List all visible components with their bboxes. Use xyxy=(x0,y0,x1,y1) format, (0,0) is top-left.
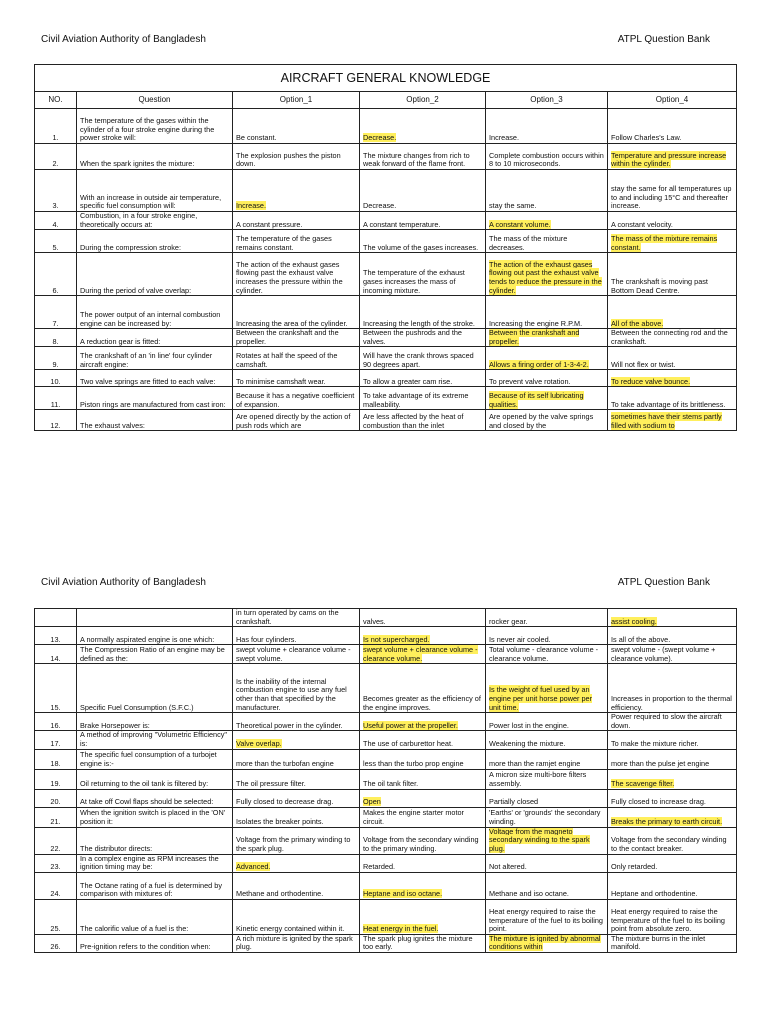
option-3: Not altered. xyxy=(486,854,608,872)
option-1: Methane and orthodentine. xyxy=(233,872,360,899)
question-number: 21. xyxy=(35,807,77,827)
option-2: Becomes greater as the efficiency of the engine improves. xyxy=(360,664,486,713)
table-row xyxy=(35,329,737,347)
option-3 xyxy=(486,934,608,952)
section-title: AIRCRAFT GENERAL KNOWLEDGE xyxy=(35,65,737,92)
option-4: Follow Charles's Law. xyxy=(608,109,737,144)
option-3: Power lost in the engine. xyxy=(486,713,608,731)
answer-highlight: Is the weight of fuel used by an engine per unit horse power per unit time. xyxy=(489,685,593,712)
question-number: 6. xyxy=(35,253,77,296)
option-3 xyxy=(486,347,608,370)
option-1 xyxy=(233,731,360,749)
answer-highlight: Advanced. xyxy=(236,862,271,872)
table-row xyxy=(35,749,737,769)
answer-highlight: To reduce valve bounce. xyxy=(611,376,691,386)
option-4: The mixture burns in the inlet manifold. xyxy=(608,934,737,952)
table-row xyxy=(35,645,737,664)
option-3: Methane and iso octane. xyxy=(486,872,608,899)
table-row xyxy=(35,370,737,387)
table-row xyxy=(35,347,737,370)
table-row xyxy=(35,387,737,410)
question-number: 24. xyxy=(35,872,77,899)
question-number: 9. xyxy=(35,347,77,370)
answer-highlight: The mixture is ignited by abnormal conditions within xyxy=(489,934,601,952)
option-2: Between the pushrods and the valves. xyxy=(360,329,486,347)
option-3: Weakening the mixture. xyxy=(486,731,608,749)
option-3: A micron size multi-bore filters assembly. xyxy=(486,769,608,789)
table-row xyxy=(35,170,737,212)
option-2: valves. xyxy=(360,609,486,627)
question-number: 10. xyxy=(35,370,77,387)
question-number: 7. xyxy=(35,296,77,329)
option-3: Heat energy required to raise the temperature of the fuel to its boiling point. xyxy=(486,899,608,934)
header-bank-title: ATPL Question Bank xyxy=(617,577,710,588)
option-3: Partially closed xyxy=(486,789,608,807)
option-3: The mass of the mixture decreases. xyxy=(486,230,608,253)
option-2: Increasing the length of the stroke. xyxy=(360,296,486,329)
option-3: Total volume - clearance volume - clearance volume. xyxy=(486,645,608,664)
option-1: Rotates at half the speed of the camshaft. xyxy=(233,347,360,370)
answer-highlight: assist cooling. xyxy=(611,616,657,626)
table-row xyxy=(35,296,737,329)
page-header-1 xyxy=(0,34,768,54)
option-2: A constant temperature. xyxy=(360,212,486,230)
question-text: The specific fuel consumption of a turbojet engine is:- xyxy=(77,749,233,769)
option-4 xyxy=(608,230,737,253)
option-1: Voltage from the primary winding to the spark plug. xyxy=(233,827,360,854)
question-number: 19. xyxy=(35,769,77,789)
option-4: stay the same for all temperatures up to and including 15°C and thereafter increase. xyxy=(608,170,737,212)
question-text: The temperature of the gases within the cylinder of a four stroke engine during the power stroke will: xyxy=(77,109,233,144)
question-number: 13. xyxy=(35,627,77,645)
question-number: 5. xyxy=(35,230,77,253)
option-2 xyxy=(360,645,486,664)
option-2: Will have the crank throws spaced 90 degrees apart. xyxy=(360,347,486,370)
table-row xyxy=(35,807,737,827)
col-header-option-3: Option_3 xyxy=(486,92,608,109)
answer-highlight: A constant volume. xyxy=(489,219,551,229)
question-text: The calorific value of a fuel is the: xyxy=(77,899,233,934)
answer-highlight: Is not supercharged. xyxy=(363,634,430,644)
option-1: in turn operated by cams on the crankshaft. xyxy=(233,609,360,627)
question-number: 25. xyxy=(35,899,77,934)
option-1: Be constant. xyxy=(233,109,360,144)
option-1: Fully closed to decrease drag. xyxy=(233,789,360,807)
question-number: 26. xyxy=(35,934,77,952)
question-text: During the compression stroke: xyxy=(77,230,233,253)
option-1: Because it has a negative coefficient of expansion. xyxy=(233,387,360,410)
option-1: Isolates the breaker points. xyxy=(233,807,360,827)
option-3: stay the same. xyxy=(486,170,608,212)
option-2: The temperature of the exhaust gases increases the mass of incoming mixture. xyxy=(360,253,486,296)
option-3: Is never air cooled. xyxy=(486,627,608,645)
option-2: Makes the engine starter motor circuit. xyxy=(360,807,486,827)
option-1: Kinetic energy contained within it. xyxy=(233,899,360,934)
option-2: less than the turbo prop engine xyxy=(360,749,486,769)
question-text: When the ignition switch is placed in the 'ON' position it: xyxy=(77,807,233,827)
option-1: Has four cylinders. xyxy=(233,627,360,645)
answer-highlight: Allows a firing order of 1-3-4-2. xyxy=(489,359,589,369)
option-3 xyxy=(486,253,608,296)
option-4 xyxy=(608,144,737,170)
answer-highlight: Valve overlap. xyxy=(236,738,282,748)
option-1: The temperature of the gases remains constant. xyxy=(233,230,360,253)
option-2: The oil tank filter. xyxy=(360,769,486,789)
question-text: Pre-ignition refers to the condition when: xyxy=(77,934,233,952)
option-4: Heat energy required to raise the temperature of the fuel to its boiling point from absolute zero. xyxy=(608,899,737,934)
option-1 xyxy=(233,170,360,212)
question-number: 15. xyxy=(35,664,77,713)
question-text: Piston rings are manufactured from cast iron: xyxy=(77,387,233,410)
question-table-page-1 xyxy=(34,64,737,431)
question-text xyxy=(77,609,233,627)
option-4: Voltage from the secondary winding to the contact breaker. xyxy=(608,827,737,854)
question-text: At take off Cowl flaps should be selected: xyxy=(77,789,233,807)
col-header-option-1: Option_1 xyxy=(233,92,360,109)
option-4 xyxy=(608,769,737,789)
table-row xyxy=(35,872,737,899)
table-row xyxy=(35,713,737,731)
answer-highlight: Heat energy in the fuel. xyxy=(363,924,439,934)
option-4 xyxy=(608,370,737,387)
question-text: The Octane rating of a fuel is determined by comparison with mixtures of: xyxy=(77,872,233,899)
option-3 xyxy=(486,212,608,230)
table-row xyxy=(35,627,737,645)
question-text: When the spark ignites the mixture: xyxy=(77,144,233,170)
header-bank-title: ATPL Question Bank xyxy=(617,34,710,45)
option-1: The explosion pushes the piston down. xyxy=(233,144,360,170)
answer-highlight: Heptane and iso octane. xyxy=(363,889,443,899)
question-text: A method of improving "Volumetric Efficiency" is: xyxy=(77,731,233,749)
table-row xyxy=(35,230,737,253)
question-text: The exhaust valves: xyxy=(77,410,233,431)
col-header-option-4: Option_4 xyxy=(608,92,737,109)
option-2 xyxy=(360,109,486,144)
option-4: Increases in proportion to the thermal efficiency. xyxy=(608,664,737,713)
question-number: 22. xyxy=(35,827,77,854)
answer-highlight: swept volume + clearance volume - clearance volume. xyxy=(363,645,478,663)
question-text: Combustion, in a four stroke engine, theoretically occurs at: xyxy=(77,212,233,230)
option-1: Increasing the area of the cylinder. xyxy=(233,296,360,329)
option-4: Between the connecting rod and the crankshaft. xyxy=(608,329,737,347)
option-3: Increase. xyxy=(486,109,608,144)
option-4 xyxy=(608,807,737,827)
answer-highlight: Temperature and pressure increase within the cylinder. xyxy=(611,150,727,169)
option-1: To minimise camshaft wear. xyxy=(233,370,360,387)
question-number: 23. xyxy=(35,854,77,872)
answer-highlight: The action of the exhaust gases flowing out past the exhaust valve tends to reduce the pressure in the cylinder. xyxy=(489,259,602,295)
option-2: Retarded. xyxy=(360,854,486,872)
header-organization: Civil Aviation Authority of Bangladesh xyxy=(41,34,206,45)
answer-highlight: sometimes have their stems partly filled with sodium to xyxy=(611,412,722,430)
answer-highlight: The mass of the mixture remains constant. xyxy=(611,234,718,252)
option-4 xyxy=(608,410,737,431)
table-row xyxy=(35,854,737,872)
answer-highlight: All of the above. xyxy=(611,318,664,328)
answer-highlight: Breaks the primary to earth circuit. xyxy=(611,816,723,826)
table-row xyxy=(35,212,737,230)
option-3: rocker gear. xyxy=(486,609,608,627)
option-4: Heptane and orthodentine. xyxy=(608,872,737,899)
question-number: 8. xyxy=(35,329,77,347)
answer-highlight: The scavenge filter. xyxy=(611,778,675,788)
option-1: A rich mixture is ignited by the spark plug. xyxy=(233,934,360,952)
option-4: To take advantage of its brittleness. xyxy=(608,387,737,410)
question-number: 2. xyxy=(35,144,77,170)
question-text: The power output of an internal combustion engine can be increased by: xyxy=(77,296,233,329)
option-2 xyxy=(360,872,486,899)
question-number: 17. xyxy=(35,731,77,749)
question-number: 11. xyxy=(35,387,77,410)
option-3 xyxy=(486,664,608,713)
option-4: A constant velocity. xyxy=(608,212,737,230)
option-2: Are less affected by the heat of combustion than the inlet xyxy=(360,410,486,431)
option-4: Will not flex or twist. xyxy=(608,347,737,370)
question-number: 12. xyxy=(35,410,77,431)
option-2 xyxy=(360,899,486,934)
question-text: With an increase in outside air temperature, specific fuel consumption will: xyxy=(77,170,233,212)
question-table-page-2 xyxy=(34,608,737,953)
option-4: The crankshaft is moving past Bottom Dead Centre. xyxy=(608,253,737,296)
page-header-2 xyxy=(0,577,768,597)
table-row xyxy=(35,109,737,144)
answer-highlight: Decrease. xyxy=(363,133,397,143)
question-text: During the period of valve overlap: xyxy=(77,253,233,296)
option-2: The use of carburettor heat. xyxy=(360,731,486,749)
table-row xyxy=(35,609,737,627)
question-text: Two valve springs are fitted to each valve: xyxy=(77,370,233,387)
option-1: Theoretical power in the cylinder. xyxy=(233,713,360,731)
option-4: Fully closed to increase drag. xyxy=(608,789,737,807)
question-text: Brake Horsepower is: xyxy=(77,713,233,731)
option-1: The action of the exhaust gases flowing past the exhaust valve increases the pressure within the cylinder. xyxy=(233,253,360,296)
question-number: 18. xyxy=(35,749,77,769)
option-1 xyxy=(233,854,360,872)
option-1: The oil pressure filter. xyxy=(233,769,360,789)
col-header-no: NO. xyxy=(35,92,77,109)
question-text: Specific Fuel Consumption (S.F.C.) xyxy=(77,664,233,713)
col-header-option-2: Option_2 xyxy=(360,92,486,109)
option-3 xyxy=(486,387,608,410)
option-3: Complete combustion occurs within 8 to 10 microseconds. xyxy=(486,144,608,170)
option-4: Only retarded. xyxy=(608,854,737,872)
question-text: The distributor directs: xyxy=(77,827,233,854)
question-number: 1. xyxy=(35,109,77,144)
option-2: To allow a greater cam rise. xyxy=(360,370,486,387)
header-organization: Civil Aviation Authority of Bangladesh xyxy=(41,577,206,588)
option-3 xyxy=(486,827,608,854)
option-2: To take advantage of its extreme malleability. xyxy=(360,387,486,410)
question-number: 3. xyxy=(35,170,77,212)
answer-highlight: Open xyxy=(363,796,381,806)
option-1: Are opened directly by the action of push rods which are xyxy=(233,410,360,431)
option-2: Voltage from the secondary winding to the primary winding. xyxy=(360,827,486,854)
option-4: Is all of the above. xyxy=(608,627,737,645)
option-2 xyxy=(360,627,486,645)
answer-highlight: Voltage from the magneto secondary winding to the spark plug. xyxy=(489,827,590,853)
option-3: more than the ramjet engine xyxy=(486,749,608,769)
option-1: Between the crankshaft and the propeller. xyxy=(233,329,360,347)
table-row xyxy=(35,410,737,431)
table-row xyxy=(35,664,737,713)
table-row xyxy=(35,731,737,749)
answer-highlight: Between the crankshaft and propeller. xyxy=(489,328,580,346)
option-2: Decrease. xyxy=(360,170,486,212)
option-3: 'Earths' or 'grounds' the secondary winding. xyxy=(486,807,608,827)
option-4: To make the mixture richer. xyxy=(608,731,737,749)
option-4 xyxy=(608,296,737,329)
option-3: Increasing the engine R.P.M. xyxy=(486,296,608,329)
table-row xyxy=(35,769,737,789)
table-row xyxy=(35,899,737,934)
option-3: To prevent valve rotation. xyxy=(486,370,608,387)
option-4 xyxy=(608,609,737,627)
table-row xyxy=(35,934,737,952)
option-1: A constant pressure. xyxy=(233,212,360,230)
option-2: The spark plug ignites the mixture too early. xyxy=(360,934,486,952)
option-1: more than the turbofan engine xyxy=(233,749,360,769)
table-row xyxy=(35,144,737,170)
option-1: swept volume + clearance volume - swept volume. xyxy=(233,645,360,664)
question-text: The Compression Ratio of an engine may be defined as the: xyxy=(77,645,233,664)
question-text: Oil returning to the oil tank is filtered by: xyxy=(77,769,233,789)
option-2: The volume of the gases increases. xyxy=(360,230,486,253)
col-header-question: Question xyxy=(77,92,233,109)
table-row xyxy=(35,253,737,296)
question-number: 20. xyxy=(35,789,77,807)
option-2 xyxy=(360,713,486,731)
option-2 xyxy=(360,789,486,807)
table-row xyxy=(35,789,737,807)
question-text: In a complex engine as RPM increases the ignition timing may be: xyxy=(77,854,233,872)
question-number: 16. xyxy=(35,713,77,731)
question-number xyxy=(35,609,77,627)
answer-highlight: Useful power at the propeller. xyxy=(363,720,458,730)
option-4: more than the pulse jet engine xyxy=(608,749,737,769)
question-text: A normally aspirated engine is one which: xyxy=(77,627,233,645)
question-text: The crankshaft of an 'in line' four cylinder aircraft engine: xyxy=(77,347,233,370)
table-row xyxy=(35,827,737,854)
question-text: A reduction gear is fitted: xyxy=(77,329,233,347)
option-3: Are opened by the valve springs and closed by the xyxy=(486,410,608,431)
option-4: swept volume - (swept volume + clearance volume). xyxy=(608,645,737,664)
option-1: Is the inability of the internal combustion engine to use any fuel other than that specified by the manufacturer. xyxy=(233,664,360,713)
answer-highlight: Increase. xyxy=(236,201,267,211)
option-2: The mixture changes from rich to weak forward of the flame front. xyxy=(360,144,486,170)
option-3 xyxy=(486,329,608,347)
option-4: Power required to slow the aircraft down. xyxy=(608,713,737,731)
answer-highlight: Because of its self lubricating qualities. xyxy=(489,391,584,409)
question-number: 14. xyxy=(35,645,77,664)
question-number: 4. xyxy=(35,212,77,230)
